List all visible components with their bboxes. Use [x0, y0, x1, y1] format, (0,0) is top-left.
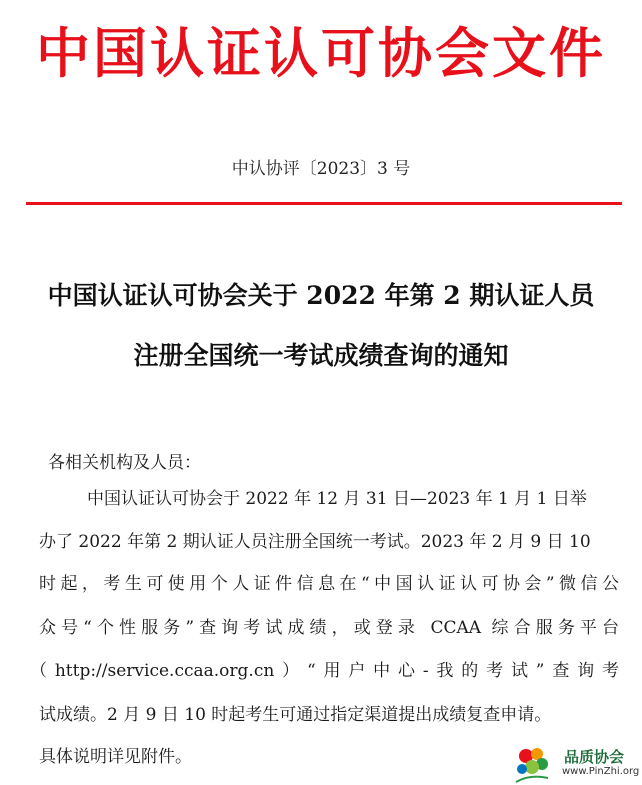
- flower-logo-icon: [510, 744, 558, 785]
- pinzhi-watermark-logo: [510, 744, 642, 785]
- watermark-url: www.PinZhi.org: [562, 766, 640, 777]
- body-line: 时起，考生可使用个人证件信息在“中国认证认可协会”微信公: [39, 574, 619, 594]
- notice-title-line-2: 注册全国统一考试成绩查询的通知: [133, 341, 509, 370]
- salutation: 各相关机构及人员：: [48, 453, 201, 473]
- body-line: 众号“个性服务”查询考试成绩，或登录 CCAA 综合服务平台: [39, 618, 619, 638]
- watermark-name: 品质协会: [564, 748, 625, 766]
- header-divider: [26, 202, 622, 205]
- org-header-title: 中国认证认可协会文件: [36, 22, 606, 85]
- body-line: 试成绩。2 月 9 日 10 时起考生可通过指定渠道提出成绩复查申请。: [39, 705, 552, 725]
- body-line: （http://service.ccaa.org.cn）“用户中心-我的考试”查询考: [30, 661, 619, 681]
- body-line: 中国认证认可协会于 2022 年 12 月 31 日—2023 年 1 月 1 日举: [87, 489, 587, 509]
- notice-title-line-1: 中国认证认可协会关于 2022 年第 2 期认证人员: [47, 281, 595, 310]
- document-number: 中认协评〔2023〕3 号: [231, 159, 411, 179]
- body-line: 办了 2022 年第 2 期认证人员注册全国统一考试。2023 年 2 月 9 日 10: [39, 532, 591, 552]
- body-line: 具体说明详见附件。: [39, 747, 192, 767]
